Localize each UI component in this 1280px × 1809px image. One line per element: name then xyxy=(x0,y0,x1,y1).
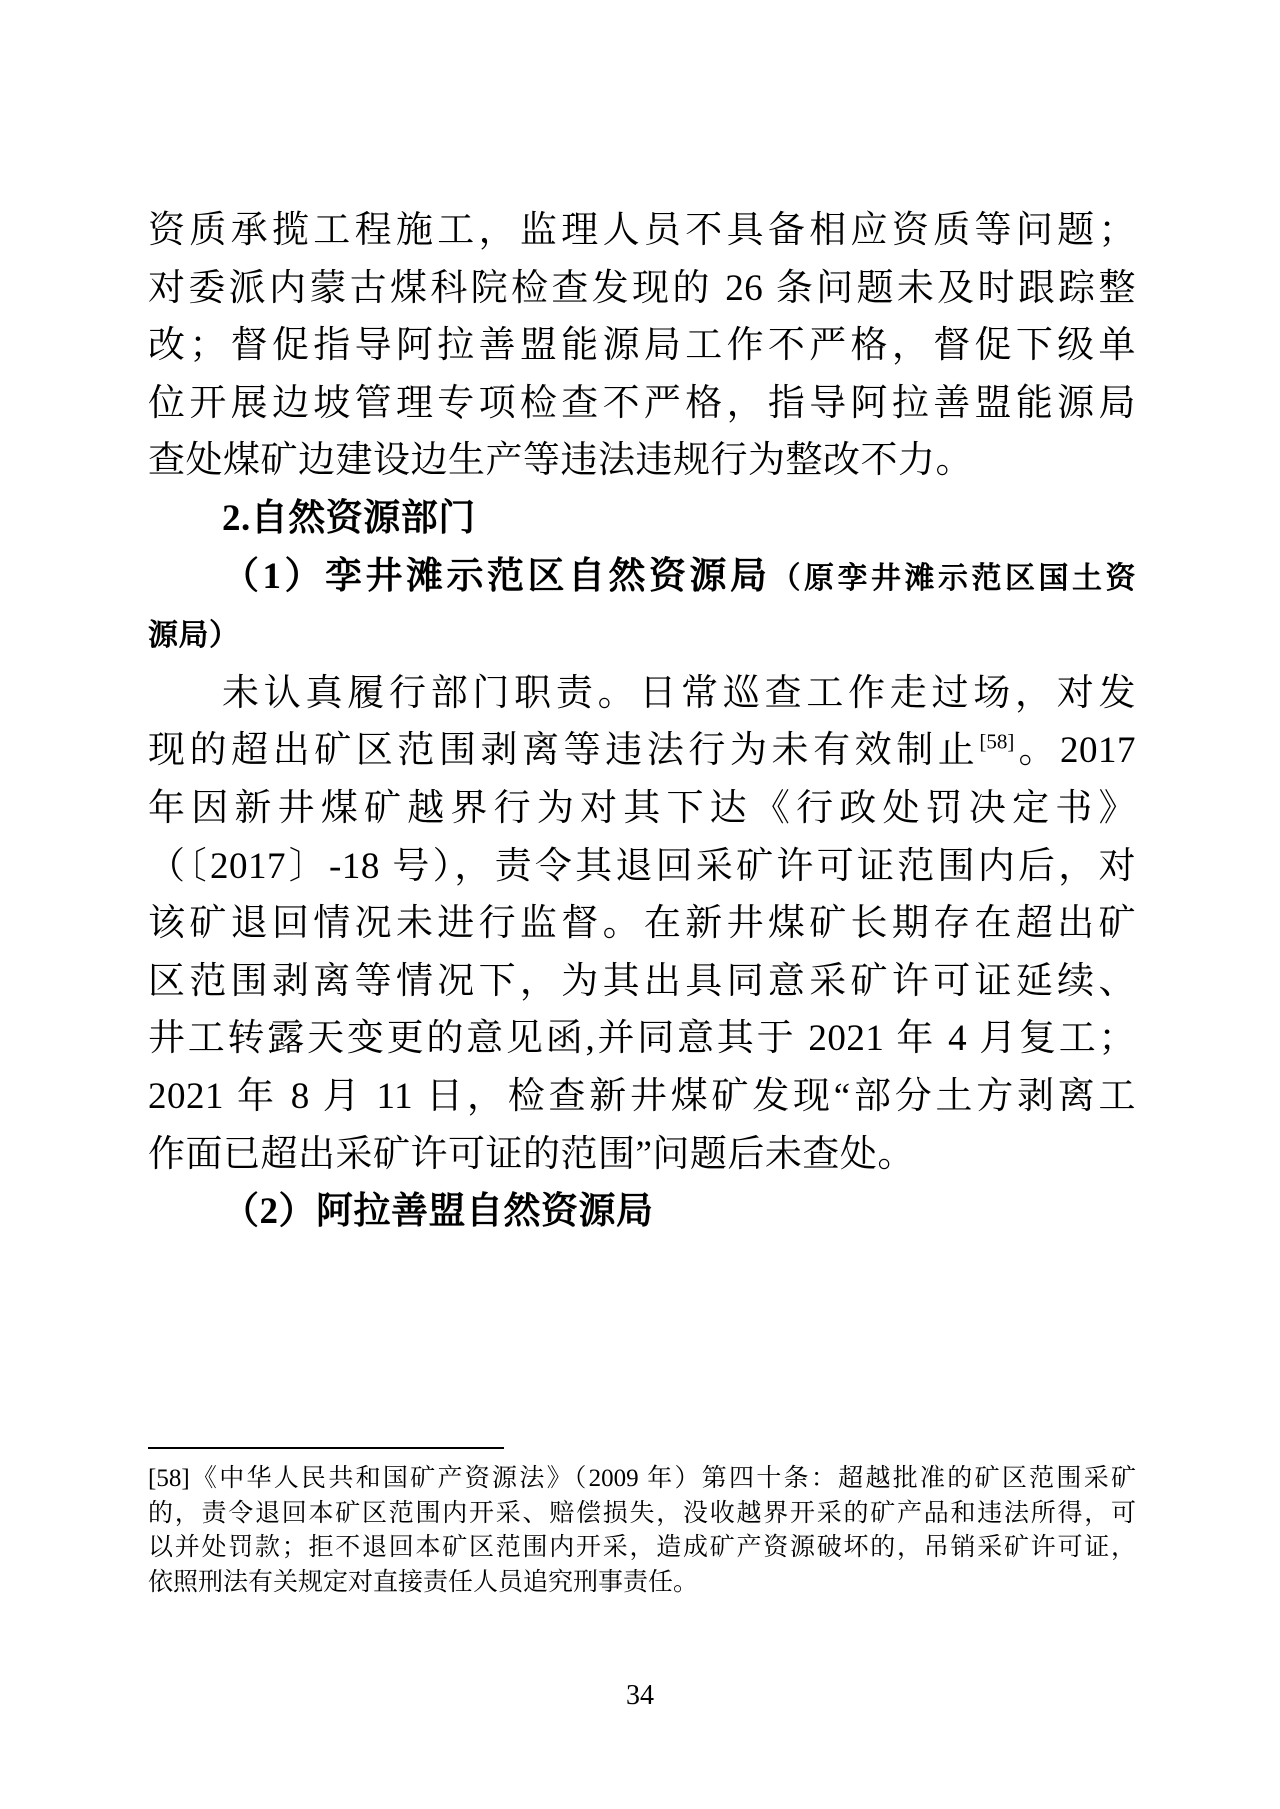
body-line: 该矿退回情况未进行监督。在新井煤矿长期存在超出矿 xyxy=(148,903,1136,945)
footnote-block xyxy=(148,1447,1136,1600)
body-line: 位开展边坡管理专项检查不严格，指导阿拉善盟能源局 xyxy=(148,382,1136,424)
body-line: 资质承揽工程施工，监理人员不具备相应资质等问题； xyxy=(148,210,1136,251)
body-text-segment: 。2017 xyxy=(1014,730,1137,772)
subsection-heading-main: （1）孪井滩示范区自然资源局 xyxy=(222,555,771,597)
body-line: 年因新井煤矿越界行为对其下达《行政处罚决定书》 xyxy=(148,787,1136,829)
page-number: 34 xyxy=(626,1680,654,1711)
body-line: 区范围剥离等情况下，为其出具同意采矿许可证延续、 xyxy=(148,960,1136,1002)
body-line: 2021 年 8 月 11 日，检查新井煤矿发现“部分土方剥离工 xyxy=(148,1075,1136,1117)
footnote-reference-58: [58] xyxy=(979,730,1015,755)
body-text-segment: 现的超出矿区范围剥离等违法行为未有效制止 xyxy=(148,730,980,772)
subsection-heading-alxa-league: （2）阿拉善盟自然资源局 xyxy=(222,1191,654,1233)
subsection-heading-note-continued: 源局） xyxy=(148,619,240,653)
footnote-separator-line xyxy=(148,1447,504,1449)
body-line: 未认真履行部门职责。日常巡查工作走过场，对发 xyxy=(222,672,1136,714)
body-line xyxy=(148,722,1136,780)
subsection-heading-luanjingtan xyxy=(148,548,1136,608)
body-text xyxy=(148,202,1136,1241)
section-heading-natural-resources: 2.自然资源部门 xyxy=(222,497,476,539)
body-line: 改；督促指导阿拉善盟能源局工作不严格，督促下级单 xyxy=(148,325,1136,367)
subsection-heading-note: （原孪井滩示范区国土资 xyxy=(770,561,1136,595)
body-line: 查处煤矿边建设边生产等违法违规行为整改不力。 xyxy=(148,440,973,482)
footnote-line: [58]《中华人民共和国矿产资源法》（2009 年）第四十条：超越批准的矿区范围采矿 xyxy=(148,1465,1136,1492)
body-line: 作面已超出采矿许可证的范围”问题后未查处。 xyxy=(148,1133,915,1175)
body-line: 对委派内蒙古煤科院检查发现的 26 条问题未及时跟踪整 xyxy=(148,267,1136,309)
footnote-line: 以并处罚款；拒不退回本矿区范围内开采，造成矿产资源破坏的，吊销采矿许可证， xyxy=(148,1534,1136,1562)
body-line: （〔2017〕-18 号），责令其退回采矿许可证范围内后，对 xyxy=(148,845,1136,887)
footnote-line: 依照刑法有关规定对直接责任人员追究刑事责任。 xyxy=(148,1568,699,1596)
footnote-line: 的，责令退回本矿区范围内开采、赔偿损失，没收越界开采的矿产品和违法所得，可 xyxy=(148,1499,1136,1527)
body-line: 井工转露天变更的意见函,并同意其于 2021 年 4 月复工； xyxy=(148,1018,1136,1060)
